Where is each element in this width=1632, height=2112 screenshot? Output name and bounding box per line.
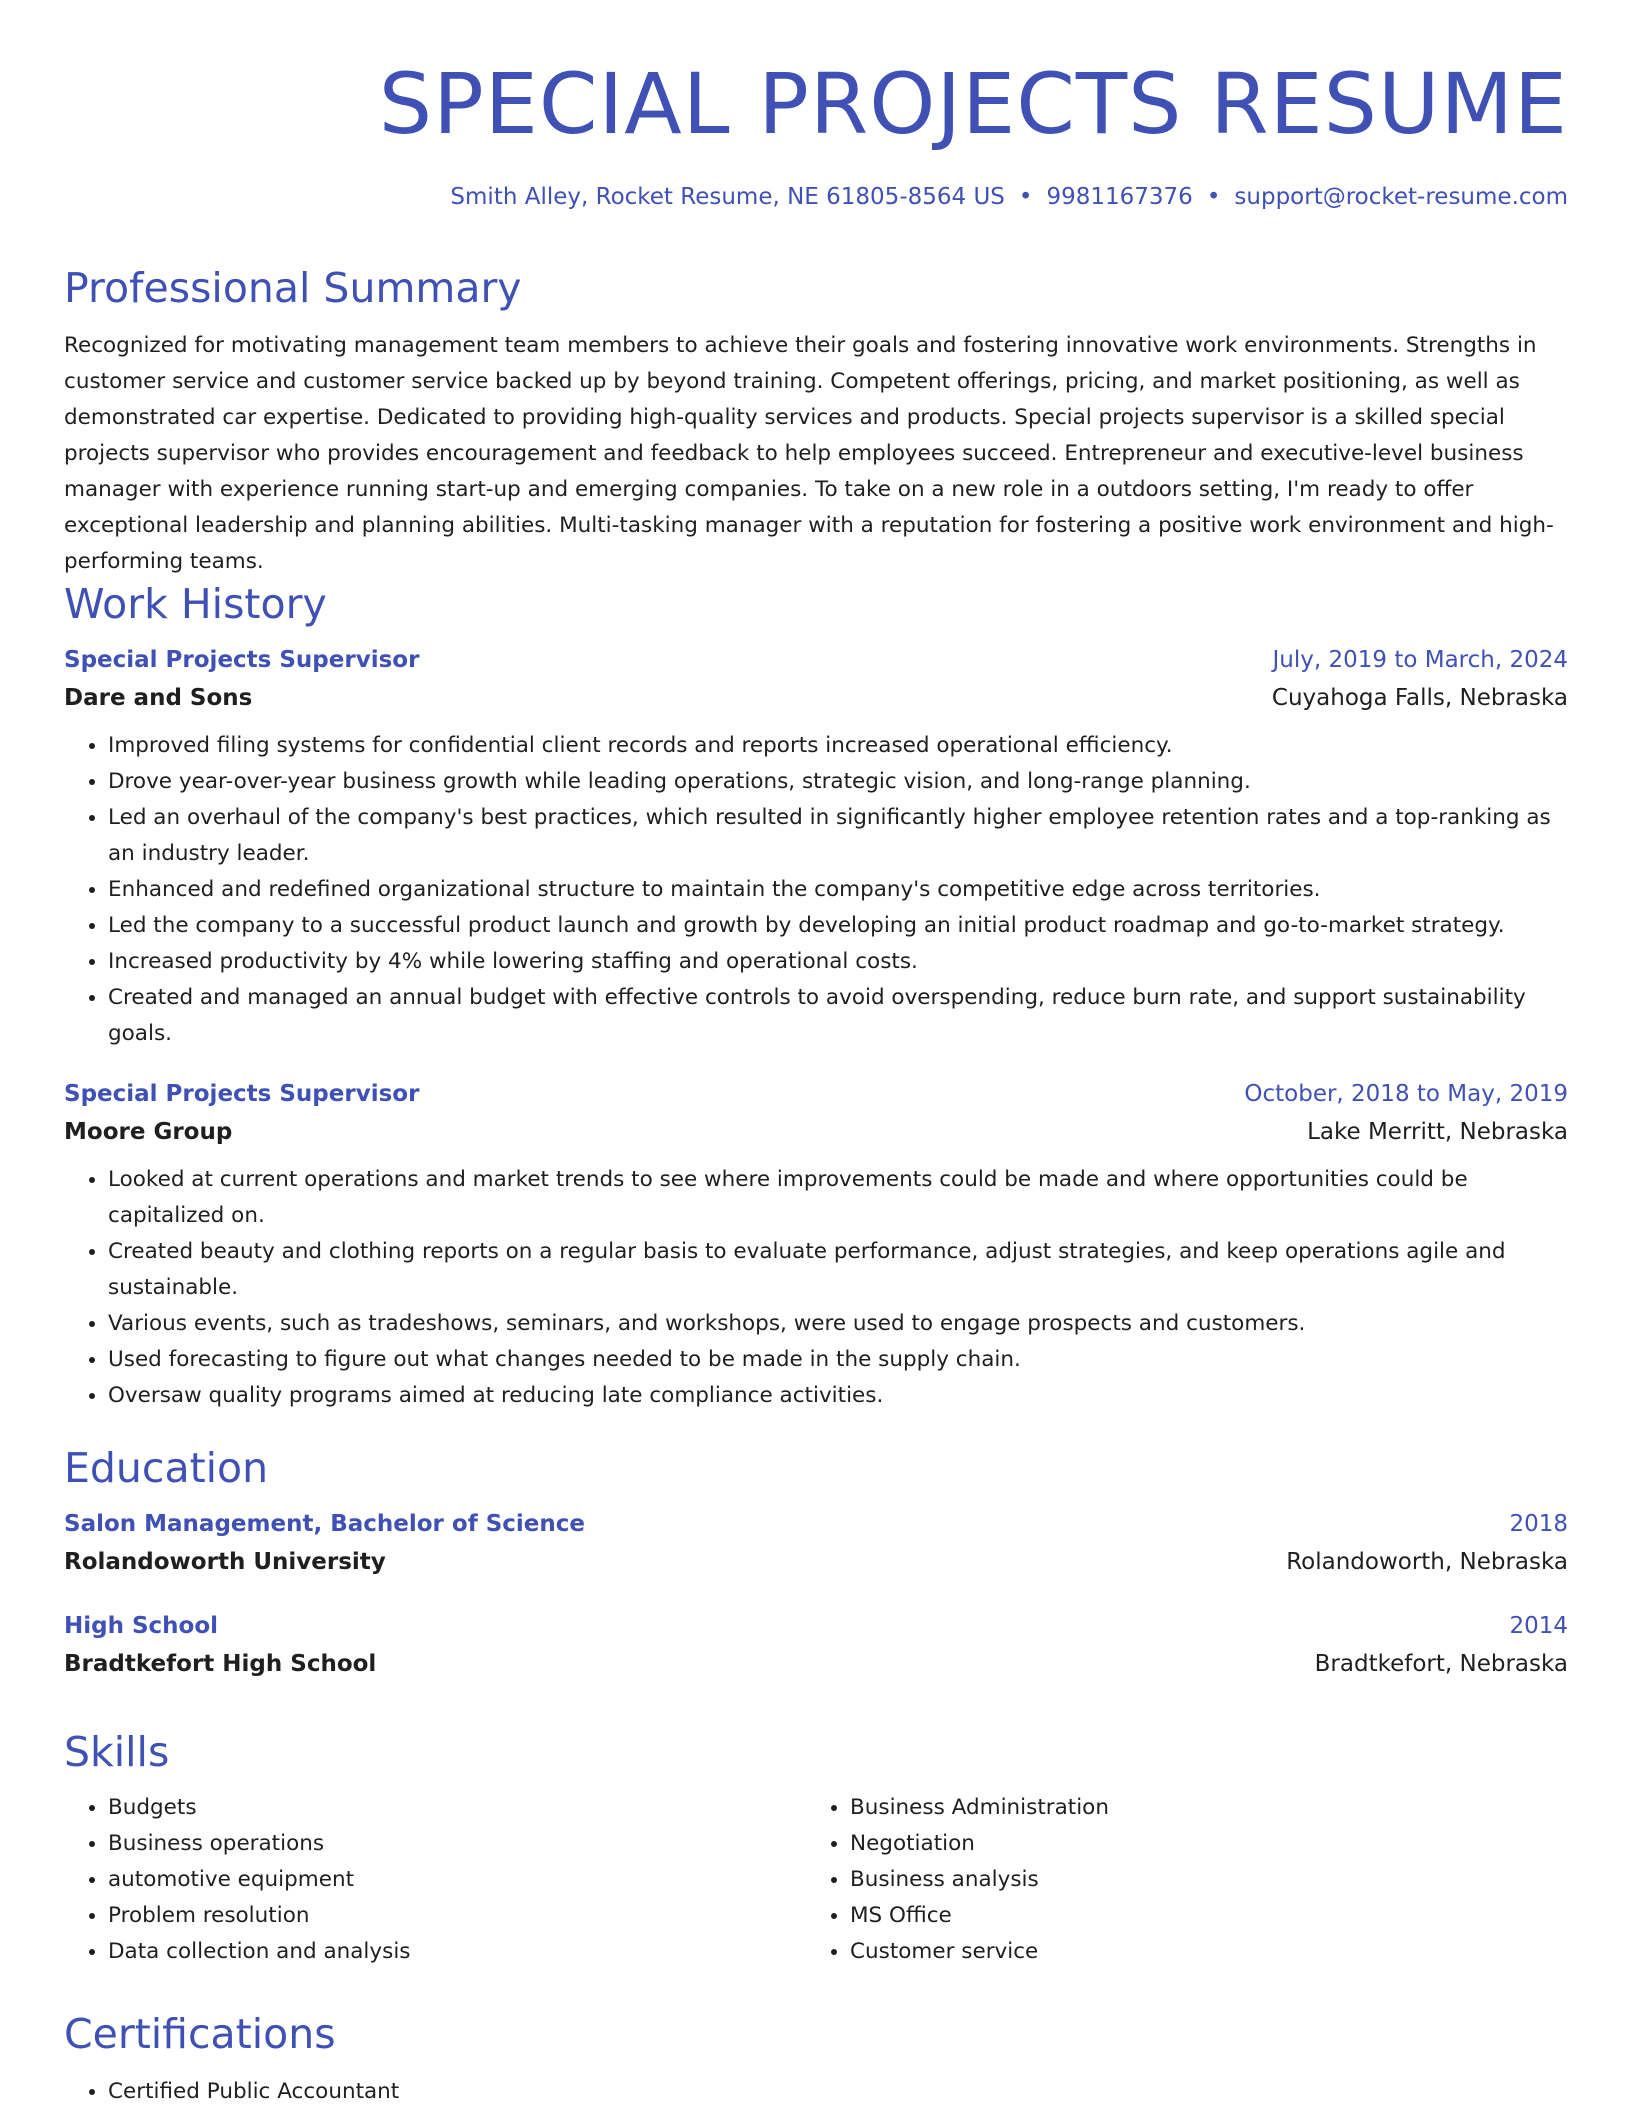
job-dates: July, 2019 to March, 2024 (1272, 647, 1568, 673)
contact-separator: • (1018, 184, 1033, 210)
skill-item: • automotive equipment (108, 1862, 806, 1898)
education-degree: High School (64, 1613, 219, 1639)
resume-title: SPECIAL PROJECTS RESUME (378, 55, 1568, 153)
summary-text: Recognized for motivating management team members to achieve their goals and fostering innovative work environments. Strengths in customer service and customer service backed up by beyond training. Competent offerings, pricing, and market positioning, as well as demonstrated car expertise. Dedicated to providing high-quality services and products. Special projects supervisor is a skilled special projects supervisor who provides encouragement and feedback to help employees succeed. Entrepreneur and executive-level business manager with experience running start-up and emerging companies. To take on a new role in a outdoors setting, I'm ready to offer exceptional leadership and planning abilities. Multi-tasking manager with a reputation for fostering a positive work environment and high-performing teams. (64, 333, 1554, 574)
skills-left-column (64, 1790, 806, 1970)
certification-item: • Certified Public Accountant (108, 2074, 1568, 2110)
contact-address: Smith Alley, Rocket Resume, NE 61805-8564 US (450, 184, 1005, 210)
job-bullet: • Oversaw quality programs aimed at reducing late compliance activities. (108, 1378, 1568, 1414)
education-school: Rolandoworth University (64, 1549, 386, 1575)
work-history-section (64, 578, 1568, 1414)
education-degree: Salon Management, Bachelor of Science (64, 1511, 585, 1537)
resume-page (64, 0, 1568, 2104)
education-heading: Education (64, 1444, 269, 1492)
summary-heading: Professional Summary (64, 264, 522, 312)
job-bullet: • Increased productivity by 4% while lowering staffing and operational costs. (108, 944, 1568, 980)
skill-item: • Data collection and analysis (108, 1934, 806, 1970)
job-bullet: • Enhanced and redefined organizational structure to maintain the company's competitive edge across territories. (108, 872, 1568, 908)
job-bullets (64, 728, 1568, 1052)
job-bullet: • Created and managed an annual budget with effective controls to avoid overspending, reduce burn rate, and support sustainability goals. (108, 980, 1568, 1052)
contact-line (64, 182, 1568, 212)
skills-heading: Skills (64, 1728, 170, 1776)
education-school: Bradtkefort High School (64, 1651, 377, 1677)
contact-phone: 9981167376 (1046, 184, 1193, 210)
education-entry (64, 1506, 1568, 1582)
skills-right-column (806, 1790, 1548, 1970)
job-bullet: • Created beauty and clothing reports on a regular basis to evaluate performance, adjust strategies, and keep operations agile and sustainable. (108, 1234, 1568, 1306)
education-year: 2018 (1509, 1511, 1568, 1537)
job-bullet: • Led an overhaul of the company's best practices, which resulted in significantly higher employee retention rates and a top-ranking as an industry leader. (108, 800, 1568, 872)
summary-section (64, 262, 1568, 580)
skill-item: • Budgets (108, 1790, 806, 1826)
skill-item: • Negotiation (850, 1826, 1548, 1862)
job-dates: October, 2018 to May, 2019 (1244, 1081, 1568, 1107)
skill-item: • Business analysis (850, 1862, 1548, 1898)
job-bullet: • Improved filing systems for confidential client records and reports increased operational efficiency. (108, 728, 1568, 764)
job-location: Cuyahoga Falls, Nebraska (1271, 685, 1568, 711)
skills-section (64, 1726, 1568, 1970)
skills-columns (64, 1790, 1568, 1970)
job-company: Moore Group (64, 1119, 233, 1145)
contact-separator: • (1206, 184, 1221, 210)
job-bullet: • Used forecasting to figure out what changes needed to be made in the supply chain. (108, 1342, 1568, 1378)
education-section (64, 1442, 1568, 1684)
certifications-heading: Certifications (64, 2010, 336, 2058)
job-title: Special Projects Supervisor (64, 1081, 420, 1107)
skill-item: • Problem resolution (108, 1898, 806, 1934)
education-location: Bradtkefort, Nebraska (1314, 1651, 1568, 1677)
job-bullets (64, 1162, 1568, 1414)
skill-item: • Business Administration (850, 1790, 1548, 1826)
job-company: Dare and Sons (64, 685, 253, 711)
contact-email: support@rocket-resume.com (1234, 184, 1568, 210)
job-bullet: • Drove year-over-year business growth while leading operations, strategic vision, and long-range planning. (108, 764, 1568, 800)
job-bullet: • Various events, such as tradeshows, seminars, and workshops, were used to engage prospects and customers. (108, 1306, 1568, 1342)
job-title: Special Projects Supervisor (64, 647, 420, 673)
education-location: Rolandoworth, Nebraska (1286, 1549, 1568, 1575)
certifications-section (64, 2008, 1568, 2110)
work-history-heading: Work History (64, 580, 327, 628)
certifications-list (64, 2074, 1568, 2110)
job-entry (64, 1076, 1568, 1414)
education-year: 2014 (1509, 1613, 1568, 1639)
job-bullet: • Looked at current operations and market trends to see where improvements could be made and where opportunities could be capitalized on. (108, 1162, 1568, 1234)
skill-item: • MS Office (850, 1898, 1548, 1934)
education-entry (64, 1608, 1568, 1684)
job-bullet: • Led the company to a successful product launch and growth by developing an initial product roadmap and go-to-market strategy. (108, 908, 1568, 944)
skill-item: • Business operations (108, 1826, 806, 1862)
job-location: Lake Merritt, Nebraska (1307, 1119, 1568, 1145)
skill-item: • Customer service (850, 1934, 1548, 1970)
job-entry (64, 642, 1568, 1052)
